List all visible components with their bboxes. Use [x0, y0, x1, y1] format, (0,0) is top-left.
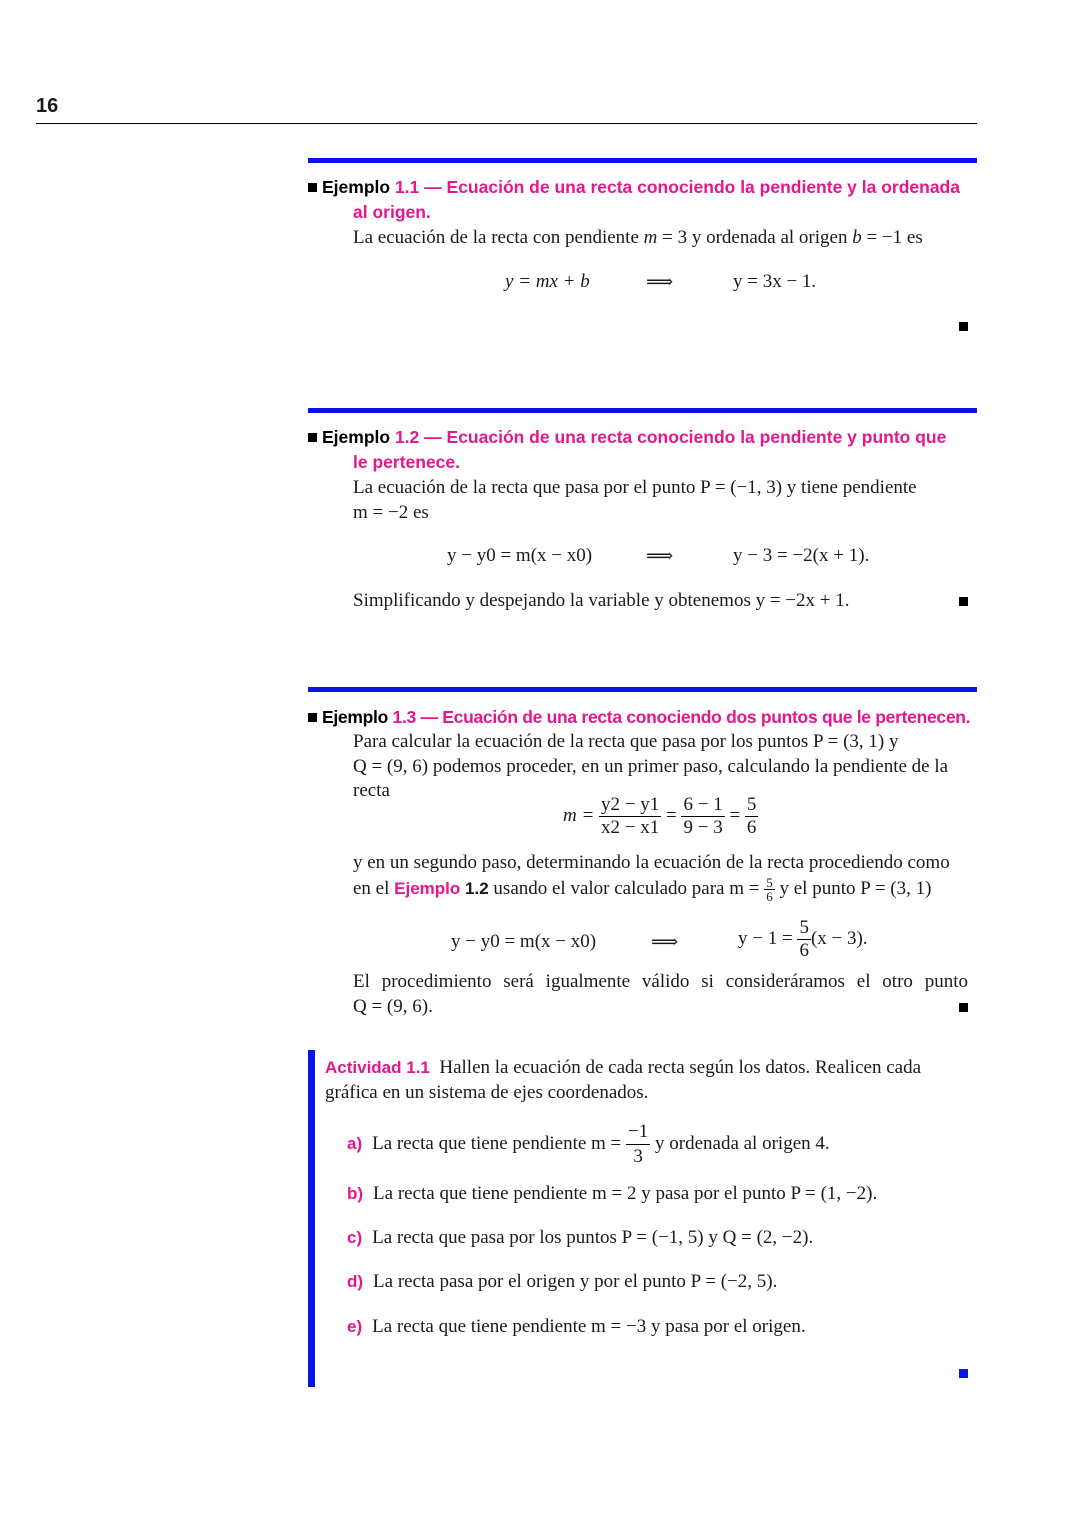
implies-arrow-icon: ⟹	[646, 272, 674, 293]
example-1-2-eq-right: y − 3 = −2(x + 1).	[733, 545, 870, 566]
example-1-2-title: Ejemplo 1.2 — Ecuación de una recta conociendo la pendiente y punto que le pertenece.	[308, 425, 978, 475]
end-of-example-icon	[959, 597, 968, 606]
activity-item-e: e) La recta que tiene pendiente m = −3 y pasa por el origen.	[347, 1316, 806, 1337]
example-1-1-top-bar	[308, 158, 977, 163]
bullet-square-icon	[308, 183, 317, 192]
activity-intro: Actividad 1.1 Hallen la ecuación de cada recta según los datos. Realicen cada gráfica en un sistema de ejes coordenados.	[325, 1057, 921, 1103]
end-of-activity-icon	[959, 1369, 968, 1378]
implies-arrow-icon: ⟹	[646, 546, 674, 567]
activity-item-a: a) La recta que tiene pendiente m = $\frac{-1}{3}$ y ordenada al origen 4.	[347, 1121, 830, 1167]
activity-item-d: d) La recta pasa por el origen y por el punto P = (−2, 5).	[347, 1271, 778, 1292]
example-1-1-text: La ecuación de la recta con pendiente m = 3 y ordenada al origen b = −1 es	[353, 227, 923, 248]
slope-formula: m = $\frac{y2 - y1}{x2 - x1}$ = $\frac{6 - 1}{9 - 3}$ = $\frac{5}{6}$	[563, 794, 757, 838]
end-of-example-icon	[959, 322, 968, 331]
example-1-3-title: Ejemplo 1.3 — Ecuación de una recta conociendo dos puntos que le pertenecen.	[308, 705, 998, 730]
example-1-2-simplify: Simplificando y despejando la variable y obtenemos y = −2x + 1.	[353, 590, 850, 611]
bullet-square-icon	[308, 713, 317, 722]
activity-label: Actividad 1.1	[325, 1058, 430, 1077]
example-1-2-eq-left: y − y0 = m(x − x0)	[447, 545, 593, 566]
activity-side-bar	[308, 1050, 315, 1387]
example-1-2-top-bar	[308, 408, 977, 413]
page-number: 16	[36, 95, 59, 117]
example-1-3-final: El procedimiento será igualmente válido si consideráramos el otro punto Q = (9, 6).	[353, 971, 968, 1017]
example-1-3-eq-right: y − 1 = $\frac{5}{6}$ (x − 3).	[738, 917, 868, 961]
example-1-3-eq-left: y − y0 = m(x − x0)	[451, 931, 597, 952]
implies-arrow-icon: ⟹	[651, 932, 679, 953]
example-1-1-title: Ejemplo 1.1 — Ecuación de una recta conociendo la pendiente y la ordenada al origen.	[308, 175, 978, 225]
example-1-3-second-step: y en un segundo paso, determinando la ecuación de la recta procediendo como en el Ejemplo 1.2 usando el valor calculado para m = $\frac{5}{6}$ y el punto P = (3, 1)	[353, 852, 950, 904]
activity-item-b: b) La recta que tiene pendiente m = 2 y pasa por el punto P = (1, −2).	[347, 1183, 878, 1204]
example-1-3-top-bar	[308, 687, 977, 692]
header-rule	[36, 123, 977, 124]
activity-item-c: c) La recta que pasa por los puntos P = (−1, 5) y Q = (2, −2).	[347, 1227, 814, 1248]
ref-ejemplo-link[interactable]: Ejemplo	[394, 878, 461, 898]
bullet-square-icon	[308, 433, 317, 442]
end-of-example-icon	[959, 1003, 968, 1012]
example-1-2-text: La ecuación de la recta que pasa por el punto P = (−1, 3) y tiene pendiente m = −2 es	[353, 477, 917, 523]
example-1-1-eq-right: y = 3x − 1.	[733, 271, 817, 292]
example-1-3-text: Para calcular la ecuación de la recta que pasa por los puntos P = (3, 1) y Q = (9, 6) podemos proceder, en un primer paso, calculando la pendiente de la recta	[353, 731, 949, 801]
example-1-1-eq-left: y = mx + b	[505, 271, 590, 292]
